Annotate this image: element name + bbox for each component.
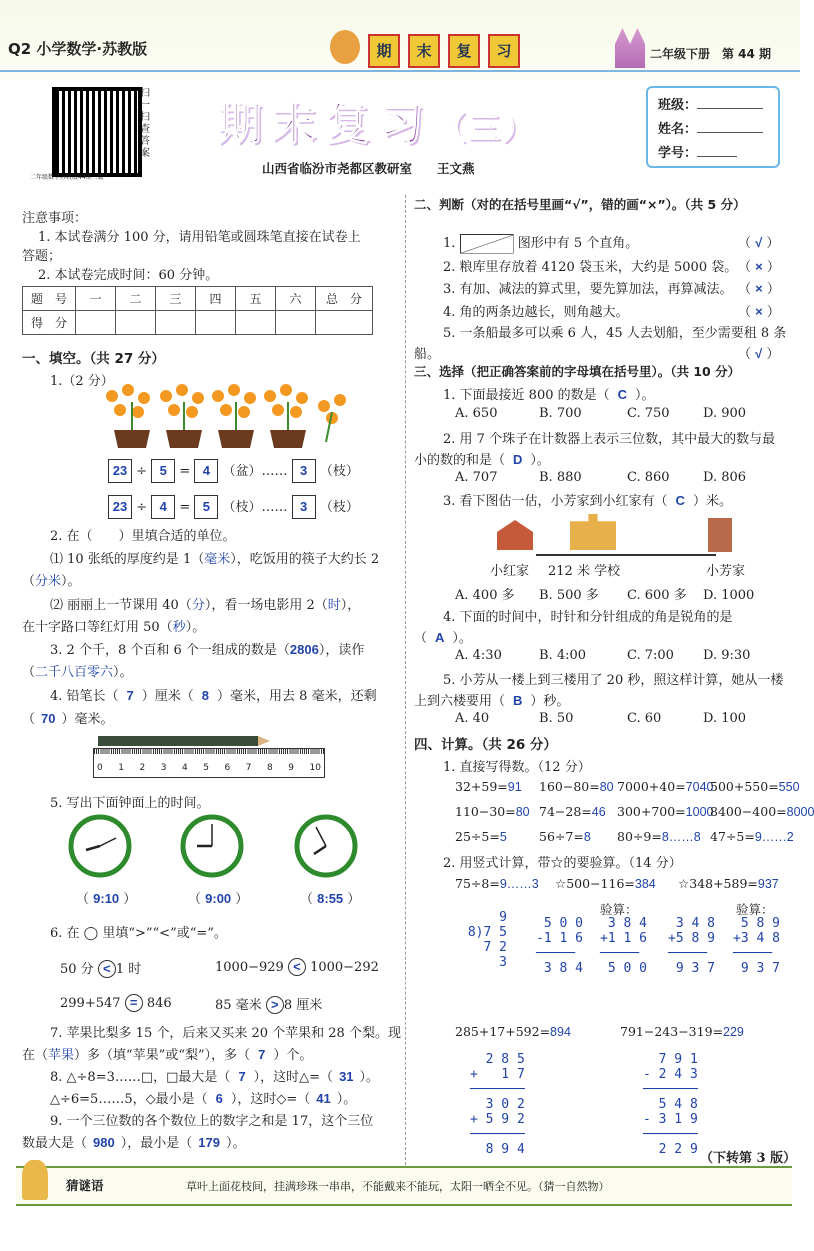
qr-caption: 二年级数学苏教版44期二版	[30, 174, 104, 181]
choice-q1: 1. 下面最接近 800 的数是（ C ）。	[443, 387, 655, 403]
riddle-label: 猜谜语	[66, 1178, 104, 1193]
q8-cont: △÷6=5……5，◇最小是（ 6 ），这时◇=（ 41 ）。	[50, 1091, 357, 1107]
qr-code-icon	[52, 87, 142, 177]
road-line	[536, 554, 716, 556]
choice-options: A. 707 B. 880 C. 860 D. 806	[455, 470, 747, 485]
judge-answer: （ × ）	[738, 304, 780, 320]
vertical-calc-4: 285+17+592=894	[455, 1024, 571, 1039]
compare-item: 299+547 = 846	[60, 995, 172, 1011]
vertical-calc-3: ☆348+589=937	[678, 876, 779, 891]
riddle-text: 草叶上面花枝间，挂满珍珠一串串，不能戴来不能玩，太阳一晒全不见。（猜一自然物）	[186, 1180, 610, 1193]
q2-2: ⑵ 丽丽上一节课用 40（分），看一场电影用 2（时），	[50, 597, 361, 613]
map-label: 小红家	[490, 564, 530, 579]
page-title: 期末复习（三）	[218, 99, 537, 150]
oral-row: 110−30=80 74−28=46 300+700=10008400−400=8000	[455, 804, 814, 819]
q7: 7. 苹果比梨多 15 个，后来又买来 20 个苹果和 28 个梨。现	[50, 1026, 401, 1041]
q9-cont: 数最大是（ 980 ），最小是（ 179 ）。	[22, 1135, 246, 1151]
score-table: 题 号 一 二 三 四 五 六 总 分 得 分	[22, 286, 373, 335]
qr-side-text: 扫一扫 查答案	[140, 88, 150, 159]
section-1-title: 一、填空。（共 27 分）	[22, 351, 165, 367]
q2-1-cont: （分米）。	[22, 573, 81, 589]
class-field[interactable]: 班级：	[658, 94, 763, 113]
vertical-calc-2: ☆500−116=384	[555, 876, 656, 891]
choice-options: A. 4:30 B. 4:00 C. 7:00 D. 9:30	[455, 648, 751, 663]
calc-q1: 1. 直接写得数。（12 分）	[443, 760, 591, 775]
judge-answer: （ √ ）	[738, 346, 780, 362]
clock-icon	[294, 814, 358, 878]
title-suffix: （三）	[434, 109, 537, 147]
vertical-calc-1: 75÷8=9……3	[455, 876, 539, 891]
note-2: 2. 本试卷完成时间：60 分钟。	[38, 268, 219, 283]
equation-1: 23 ÷ 5 = 4 （盆）…… 3 （枝）	[108, 459, 359, 483]
division-work: 9 8)7 5 7 2 3	[460, 910, 507, 970]
addition-check: 5 8 9 +3 4 8 ───── 9 3 7	[733, 916, 780, 976]
compare-item: 50 分 < 1 时	[60, 961, 142, 977]
subtraction-work: 5 0 0 -1 1 6 ───── 3 8 4	[536, 916, 583, 976]
clock-answer: （ 9:00 ）	[188, 891, 249, 907]
header-banner	[368, 34, 520, 68]
choice-options: A. 650 B. 700 C. 750 D. 900	[455, 406, 747, 421]
header-rule	[0, 70, 800, 72]
giraffe-icon	[22, 1160, 48, 1200]
ruler: 0 1 2 3 4 5 6 7 8 9 10	[93, 748, 325, 778]
q9: 9. 一个三位数的各个数位上的数字之和是 17，这个三位	[50, 1114, 374, 1129]
note-1b: 答题；	[22, 249, 62, 264]
q5-label: 5. 写出下面钟面上的时间。	[50, 796, 210, 811]
banner-char: 复	[448, 34, 480, 68]
student-info-box	[646, 86, 780, 168]
clock-answer: （ 9:10 ）	[76, 891, 137, 907]
q7-cont: 在（苹果）多（填“苹果”或“梨”），多（ 7 ）个。	[22, 1047, 313, 1063]
choice-options: A. 40 B. 50 C. 60 D. 100	[455, 711, 747, 726]
calc-q2: 2. 用竖式计算，带☆的要验算。（14 分）	[443, 856, 682, 871]
header-left: Q2 小学数学·苏教版	[8, 40, 148, 58]
mascot-icon	[330, 30, 360, 64]
apartment-icon	[708, 518, 732, 552]
judge-answer: （ × ）	[738, 259, 780, 275]
section-3-title: 三、选择（把正确答案前的字母填在括号里）。（共 10 分）	[414, 364, 741, 379]
vertical-calc-5: 791−243−319=229	[620, 1024, 744, 1039]
judge-item: 1. 图形中有 5 个直角。	[443, 232, 638, 254]
note-1: 1. 本试卷满分 100 分，请用铅笔或圆珠笔直接在试卷上	[38, 230, 361, 245]
q2-label: 2. 在（ ）里填合适的单位。	[50, 529, 236, 544]
section-4-title: 四、计算。（共 26 分）	[414, 737, 557, 753]
section-2-title: 二、判断（对的在括号里画“√”，错的画“×”）。（共 5 分）	[414, 197, 746, 212]
judge-item: 3. 有加、减法的算式里，要先算加法，再算减法。	[443, 282, 733, 297]
check-label: 验算：	[600, 902, 638, 917]
banner-char: 期	[368, 34, 400, 68]
map-label: 212 米 学校	[548, 564, 621, 579]
oral-row: 25÷5=5 56÷7=8 80÷9=8……8 47÷5=9……2	[455, 829, 794, 844]
clock-icon	[68, 814, 132, 878]
pencil-icon	[98, 736, 258, 746]
trapezoid-shape	[460, 234, 514, 254]
compare-item: 85 毫米 > 8 厘米	[215, 997, 323, 1013]
q2-1: ⑴ 10 张纸的厚度约是 1（毫米），吃饭用的筷子大约长 2	[50, 551, 380, 567]
q1-label: 1.（2 分）	[50, 374, 114, 389]
choice-q5: 5. 小芳从一楼上到三楼用了 20 秒，照这样计算，她从一楼	[443, 673, 784, 688]
oral-row: 32+59=91 160−80=80 7000+40=7040500+550=550	[455, 779, 800, 794]
choice-options: A. 400 多 B. 500 多 C. 600 多 D. 1000	[455, 588, 755, 603]
choice-q2-cont: 小的数的和是（ D ）。	[414, 452, 550, 468]
flower-pots-illustration	[100, 382, 360, 450]
house-icon	[497, 520, 533, 550]
check-label: 验算：	[736, 902, 774, 917]
judge-item: 4. 角的两条边越长，则角越大。	[443, 305, 629, 320]
sum3-work: 2 8 5 + 1 7 ─────── 3 0 2 + 5 9 2 ─────── 8 9 4	[470, 1052, 525, 1157]
q8: 8. △÷8=3……□，□最大是（ 7 ），这时△=（ 31 ）。	[50, 1069, 380, 1085]
judge-answer: （ √ ）	[738, 235, 780, 251]
banner-char: 习	[488, 34, 520, 68]
q4: 4. 铅笔长（ 7 ）厘米（ 8 ）毫米，用去 8 毫米，还剩	[50, 688, 377, 704]
author-line: 山西省临汾市尧都区教研室 王文燕	[262, 161, 475, 176]
choice-q4: 4. 下面的时间中，时针和分针组成的角是锐角的是	[443, 610, 733, 625]
map-label: 小芳家	[706, 564, 746, 579]
column-divider	[405, 195, 406, 1165]
equation-2: 23 ÷ 4 = 5 （枝）…… 3 （枝）	[108, 495, 359, 519]
diff3-work: 7 9 1 - 2 4 3 ─────── 5 4 8 - 3 1 9 ─────── 2 2 9	[643, 1052, 698, 1157]
judge-item-cont: 船。	[414, 347, 441, 362]
name-field[interactable]: 姓名：	[658, 118, 763, 137]
judge-item: 5. 一条船最多可以乘 6 人，45 人去划船，至少需要租 8 条	[443, 326, 787, 341]
q4-cont: （ 70 ）毫米。	[22, 711, 114, 727]
school-icon	[570, 514, 616, 550]
addition-work: 3 4 8 +5 8 9 ───── 9 3 7	[668, 916, 715, 976]
header-right: 二年级下册 第 44 期	[650, 47, 772, 61]
judge-answer: （ × ）	[738, 281, 780, 297]
choice-q5-cont: 上到六楼要用（ B ）秒。	[414, 693, 570, 709]
choice-q4-cont: （ A ）。	[414, 630, 472, 646]
clock-icon	[180, 814, 244, 878]
judge-item: 2. 粮库里存放着 4120 袋玉米，大约是 5000 袋。	[443, 260, 738, 275]
clock-answer: （ 8:55 ）	[300, 891, 361, 907]
compare-item: 1000−929 < 1000−292	[215, 959, 379, 975]
q3: 3. 2 个千，8 个百和 6 个一组成的数是（2806），读作	[50, 642, 365, 658]
subtraction-check: 3 8 4 +1 1 6 ───── 5 0 0	[600, 916, 647, 976]
banner-char: 末	[408, 34, 440, 68]
pencil-tip-icon	[258, 736, 270, 746]
q3-cont: （二千八百零六）。	[22, 664, 133, 680]
student-number-field[interactable]: 学号：	[658, 142, 737, 161]
turn-page-note: （下转第 3 版）	[700, 1151, 797, 1166]
q2-2-cont: 在十字路口等红灯用 50（秒）。	[22, 619, 206, 635]
notes-heading: 注意事项：	[22, 211, 88, 226]
q6-label: 6. 在 ◯ 里填“>”“<”或“=”。	[50, 926, 227, 941]
choice-q2: 2. 用 7 个珠子在计数器上表示三位数，其中最大的数与最	[443, 432, 776, 447]
choice-q3: 3. 看下图估一估，小芳家到小红家有（ C ）米。	[443, 493, 732, 509]
